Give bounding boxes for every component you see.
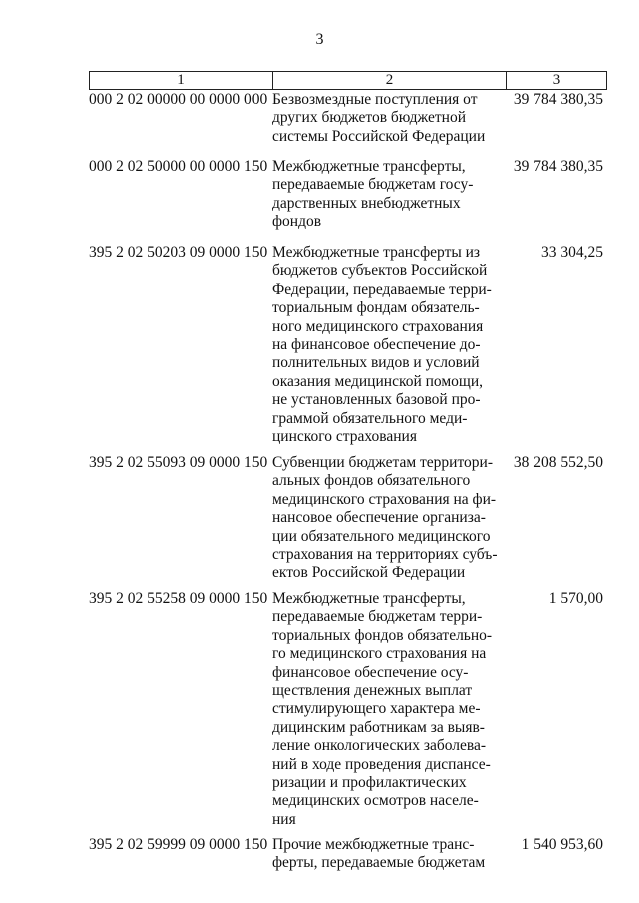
description-line: ризации и профилактических (272, 774, 467, 792)
income-description (272, 91, 502, 146)
description-line: дарственных внебюджетных (272, 194, 461, 212)
income-description (272, 454, 502, 583)
description-line: передаваемые бюджетам госу- (272, 176, 474, 194)
table-row (89, 590, 609, 836)
budget-code: 395 2 02 59999 09 0000 150 (89, 836, 268, 853)
income-description (272, 244, 502, 446)
description-line: ний в ходе проведения диспансе- (272, 755, 491, 773)
budget-code: 000 2 02 00000 00 0000 000 (89, 91, 268, 108)
description-line: медицинского страхования на фи- (272, 490, 497, 508)
description-line: граммой обязательного меди- (272, 409, 468, 427)
description-line: страхования на территориях субъ- (272, 546, 498, 564)
description-line: полнительных видов и условий (272, 354, 480, 372)
description-line: Прочие межбюджетные транс- (272, 836, 475, 853)
amount-value: 39 784 380,35 (513, 158, 603, 175)
budget-code: 395 2 02 55093 09 0000 150 (89, 454, 268, 471)
table-row (89, 454, 609, 590)
amount-value: 33 304,25 (541, 244, 603, 261)
description-line: альных фондов обязательного (272, 472, 471, 490)
description-line: передаваемые бюджетам терри- (272, 608, 483, 626)
table-row (89, 91, 609, 158)
column-header-2: 2 (273, 72, 507, 90)
description-line: ного медицинского страхования (272, 317, 484, 335)
amount-value: 38 208 552,50 (513, 454, 603, 471)
description-line: ции обязательного медицинского (272, 527, 491, 545)
description-line: ториальных фондов обязательно- (272, 626, 493, 644)
description-line: ния (272, 810, 296, 828)
amount-value: 1 570,00 (548, 590, 603, 607)
description-line: дицинским работникам за выяв- (272, 718, 485, 736)
description-line: ферты, передаваемые бюджетам (272, 854, 486, 872)
description-line: Федерации, передаваемые терри- (272, 280, 492, 298)
description-line: Межбюджетные трансферты из (272, 244, 481, 261)
income-description (272, 836, 502, 873)
description-line: на финансовое обеспечение до- (272, 336, 481, 354)
budget-code: 395 2 02 50203 09 0000 150 (89, 244, 268, 261)
income-description (272, 590, 502, 829)
description-line: системы Российской Федерации (272, 127, 486, 145)
description-line: Субвенции бюджетам территори- (272, 454, 493, 471)
description-line: Межбюджетные трансферты, (272, 158, 466, 175)
description-line: стимулирующего характера ме- (272, 700, 481, 718)
budget-code: 395 2 02 55258 09 0000 150 (89, 590, 268, 607)
budget-code: 000 2 02 50000 00 0000 150 (89, 158, 268, 175)
description-line: Безвозмездные поступления от (272, 91, 478, 108)
description-line: ектов Российской Федерации (272, 564, 466, 582)
description-line: медицинских осмотров населе- (272, 792, 479, 810)
column-header-row (89, 71, 607, 90)
amount-value: 39 784 380,35 (513, 91, 603, 108)
description-line: фондов (272, 213, 322, 231)
description-line: ление онкологических заболева- (272, 737, 487, 755)
description-line: го медицинского страхования на (272, 645, 487, 663)
description-line: ществления денежных выплат (272, 682, 473, 700)
description-line: оказания медицинской помощи, (272, 372, 484, 390)
description-line: не установленных базовой про- (272, 391, 481, 409)
description-line: Межбюджетные трансферты, (272, 590, 466, 607)
page-number: 3 (315, 31, 324, 48)
amount-value: 1 540 953,60 (521, 836, 603, 853)
description-line: других бюджетов бюджетной (272, 109, 466, 127)
table-row (89, 244, 609, 454)
description-line: нансовое обеспечение организа- (272, 509, 486, 527)
budget-table-body (89, 91, 609, 876)
table-row (89, 158, 609, 244)
table-row (89, 836, 609, 876)
column-header-3: 3 (507, 72, 607, 90)
description-line: бюджетов субъектов Российской (272, 262, 488, 280)
column-header-1: 1 (90, 72, 273, 90)
description-line: ториальным фондам обязатель- (272, 299, 480, 317)
income-description (272, 158, 502, 232)
description-line: цинского страхования (272, 428, 417, 446)
description-line: финансовое обеспечение осу- (272, 663, 469, 681)
